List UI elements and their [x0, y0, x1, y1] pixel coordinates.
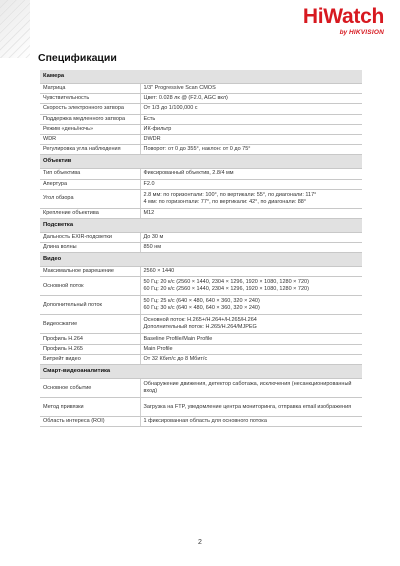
spec-value — [140, 417, 362, 427]
spec-value — [140, 104, 362, 114]
spec-value-line: 50 Гц: 25 к/с (640 × 480, 640 × 360, 320 × 240) — [143, 298, 260, 305]
spec-value-line: 2560 × 1440 — [143, 268, 175, 275]
spec-row — [40, 379, 362, 398]
spec-label: Основное событие — [40, 379, 140, 398]
spec-value-line: M12 — [143, 209, 155, 216]
spec-value-line: ИК-фильтр — [143, 125, 172, 132]
section-header — [40, 218, 362, 232]
spec-row — [40, 354, 362, 364]
spec-row — [40, 315, 362, 334]
spec-value — [140, 379, 362, 398]
spec-label: Длина волны — [40, 243, 140, 253]
spec-row — [40, 296, 362, 315]
spec-value — [140, 208, 362, 218]
section-title: Видео — [40, 253, 362, 267]
page-number: 2 — [198, 539, 202, 546]
spec-value-line: 50 Гц: 20 к/с (2560 × 1440, 2304 × 1296, 1920 × 1080, 1280 × 720) — [143, 279, 309, 286]
spec-value — [140, 94, 362, 104]
spec-label: Поддержка медленного затвора — [40, 114, 140, 124]
spec-label: Крепление объектива — [40, 208, 140, 218]
spec-label: Тип объектива — [40, 169, 140, 179]
spec-row — [40, 104, 362, 114]
spec-row — [40, 417, 362, 427]
spec-value — [140, 124, 362, 134]
spec-value — [140, 189, 362, 208]
spec-value-line: 850 нм — [143, 244, 162, 251]
spec-value-line: 2.8 мм: по горизонтали: 100°, по вертикали: 55°, по диагонали: 117° — [143, 191, 317, 198]
spec-value-line: DWDR — [143, 136, 161, 143]
spec-value — [140, 114, 362, 124]
specifications-table — [40, 70, 362, 427]
spec-value — [140, 354, 362, 364]
spec-label: Метод привязки — [40, 398, 140, 417]
logo-wordmark: HiWatch — [302, 5, 384, 28]
spec-row — [40, 134, 362, 144]
spec-label: Апертура — [40, 179, 140, 189]
section-header — [40, 253, 362, 267]
spec-value — [140, 398, 362, 417]
spec-row — [40, 398, 362, 417]
spec-label: WDR — [40, 134, 140, 144]
spec-label: Профиль H.264 — [40, 334, 140, 344]
spec-row — [40, 84, 362, 94]
spec-row — [40, 277, 362, 296]
spec-label: Режим «день/ночь» — [40, 124, 140, 134]
spec-row — [40, 243, 362, 253]
spec-label: Видеосжатие — [40, 315, 140, 334]
spec-label: Основной поток — [40, 277, 140, 296]
spec-value-line: Основной поток: H.265+/H.264+/H.265/H.264 — [143, 317, 257, 324]
spec-value-line: 1/3" Progressive Scan CMOS — [143, 85, 216, 92]
spec-row — [40, 124, 362, 134]
logo-byline: by HIKVISION — [339, 29, 384, 36]
spec-value-line: Поворот: от 0 до 355°, наклон: от 0 до 75° — [143, 146, 251, 153]
spec-value-line: 60 Гц: 20 к/с (2560 × 1440, 2304 × 1296, 1920 × 1080, 1280 × 720) — [143, 286, 309, 293]
section-header — [40, 155, 362, 169]
spec-row — [40, 208, 362, 218]
spec-value — [140, 267, 362, 277]
spec-value-line: 60 Гц: 30 к/с (640 × 480, 640 × 360, 320 × 240) — [143, 305, 260, 312]
spec-value-line: Baseline Profile/Main Profile — [143, 335, 213, 342]
spec-value — [140, 134, 362, 144]
spec-label: Регулировка угла наблюдения — [40, 145, 140, 155]
spec-label: Битрейт видео — [40, 354, 140, 364]
spec-value-line: Дополнительный поток: H.265/H.264/MJPEG — [143, 324, 257, 331]
spec-row — [40, 344, 362, 354]
spec-value — [140, 315, 362, 334]
section-title: Объектив — [40, 155, 362, 169]
spec-row — [40, 94, 362, 104]
spec-value-line: 1 фиксированная область для основного потока — [143, 418, 267, 425]
spec-value — [140, 169, 362, 179]
spec-value — [140, 296, 362, 315]
section-header — [40, 70, 362, 84]
spec-value-line: Цвет: 0.028 лк @ (F2.0, AGC вкл) — [143, 95, 228, 102]
spec-label: Профиль H.265 — [40, 344, 140, 354]
spec-value — [140, 344, 362, 354]
page-corner-decoration — [0, 0, 30, 58]
spec-value-line: До 30 м — [143, 233, 164, 240]
section-title: Подсветка — [40, 218, 362, 232]
spec-value-line: Main Profile — [143, 345, 173, 352]
spec-value-line: Есть — [143, 115, 156, 122]
spec-row — [40, 114, 362, 124]
spec-value-line: От 32 Кбит/с до 8 Мбит/с — [143, 355, 208, 362]
spec-label: Чувствительность — [40, 94, 140, 104]
spec-value — [140, 277, 362, 296]
spec-label: Дополнительный поток — [40, 296, 140, 315]
spec-value-line: От 1/3 до 1/100,000 с — [143, 105, 198, 112]
spec-value — [140, 243, 362, 253]
spec-label: Скорость электронного затвора — [40, 104, 140, 114]
spec-label: Максимальное разрешение — [40, 267, 140, 277]
spec-row — [40, 189, 362, 208]
spec-value-line: Обнаружение движения, детектор саботажа, исключения (несанкционированный вход) — [143, 381, 352, 394]
spec-label: Дальность EXIR-подсветки — [40, 232, 140, 242]
spec-label: Область интереса (ROI) — [40, 417, 140, 427]
section-title: Смарт-видеоаналитика — [40, 365, 362, 379]
spec-value — [140, 334, 362, 344]
spec-row — [40, 232, 362, 242]
spec-value-line: 4 мм: по горизонтали: 77°, по вертикали: 42°, по диагонали: 88° — [143, 198, 307, 205]
section-title: Камера — [40, 70, 362, 84]
spec-value-line: Загрузка на FTP, уведомление центра мониторинга, отправка email изображения — [143, 403, 352, 410]
spec-value-line: F2.0 — [143, 180, 155, 187]
page-title: Спецификации — [38, 52, 117, 64]
spec-row — [40, 169, 362, 179]
spec-label: Угол обзора — [40, 189, 140, 208]
spec-value — [140, 84, 362, 94]
hiwatch-logo — [303, 6, 384, 37]
spec-row — [40, 179, 362, 189]
spec-value-line: Фиксированный объектив, 2.8/4 мм — [143, 170, 234, 177]
spec-row — [40, 267, 362, 277]
spec-row — [40, 334, 362, 344]
spec-value — [140, 232, 362, 242]
spec-value — [140, 179, 362, 189]
section-header — [40, 365, 362, 379]
spec-label: Матрица — [40, 84, 140, 94]
spec-row — [40, 145, 362, 155]
spec-value — [140, 145, 362, 155]
